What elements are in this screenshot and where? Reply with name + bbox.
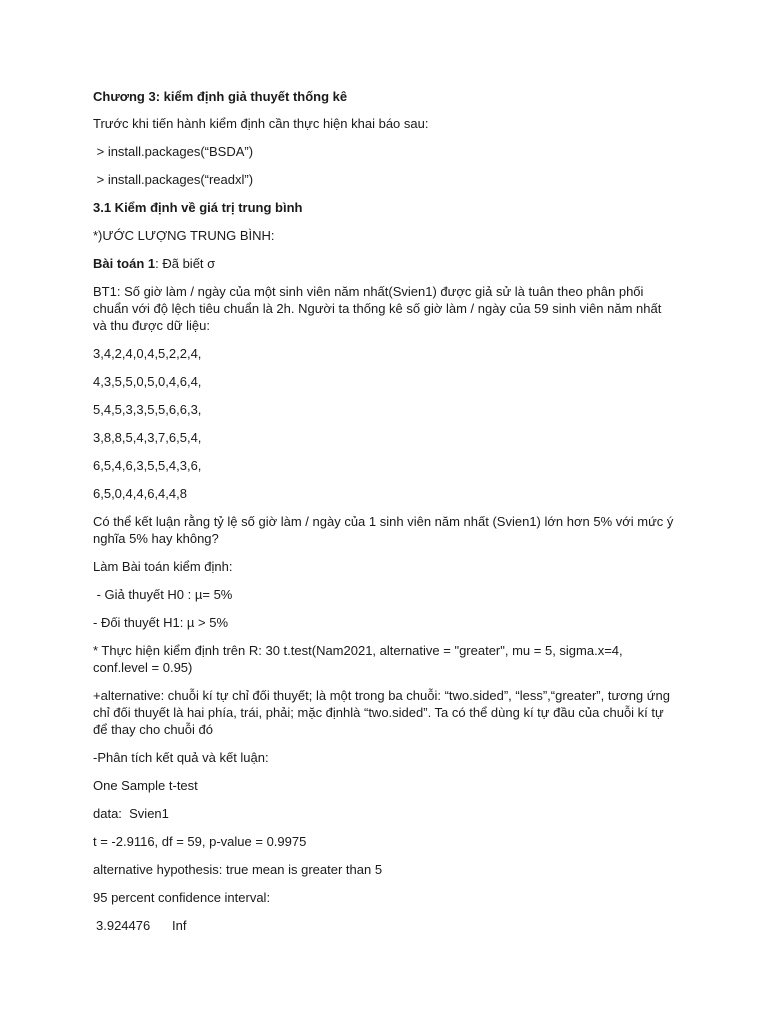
chapter-title: Chương 3: kiểm định giả thuyết thống kê <box>93 89 348 104</box>
procedure-text: Làm Bài toán kiểm định: <box>93 559 233 574</box>
data-line: 4,3,5,5,0,5,0,4,6,4, <box>93 374 202 389</box>
problem-heading <box>93 255 678 272</box>
ci-high: Inf <box>172 918 187 933</box>
problem-label: Bài toán 1 <box>93 256 156 271</box>
problem-statement: BT1: Số giờ làm / ngày của một sinh viên năm nhất(Svien1) được giả sử là tuân theo phân phối chuẩn với độ lệch tiêu chuẩn là 2h. Người ta thống kê số giờ làm / ngày của 59 sinh viên năm nhất và thu được dữ liệu: <box>93 284 662 333</box>
data-line: 6,5,4,6,3,5,5,4,3,6, <box>93 458 202 473</box>
alt-hypothesis: - Đối thuyết H1: µ > 5% <box>93 615 229 630</box>
ci-low: 3.924476 <box>96 918 151 933</box>
confidence-interval-label: 95 percent confidence interval: <box>93 890 271 905</box>
data-line: 3,4,2,4,0,4,5,2,2,4, <box>93 346 202 361</box>
document-body <box>93 88 678 945</box>
problem-given: : Đã biết σ <box>155 256 216 271</box>
result-alternative: alternative hypothesis: true mean is greater than 5 <box>93 862 383 877</box>
question-text: Có thể kết luận rằng tỷ lệ số giờ làm / ngày của 1 sinh viên năm nhất (Svien1) lớn hơn 5% với mức ý nghĩa 5% hay không? <box>93 514 674 546</box>
result-title: One Sample t-test <box>93 778 198 793</box>
null-hypothesis: - Giả thuyết H0 : µ= 5% <box>93 587 233 602</box>
data-line: 5,4,5,3,3,5,5,6,6,3, <box>93 402 202 417</box>
r-execution: * Thực hiện kiểm định trên R: 30 t.test(Nam2021, alternative = "greater", mu = 5, sigma.x=4, conf.level = 0.95) <box>93 643 623 675</box>
subheading: *)ƯỚC LƯỢNG TRUNG BÌNH: <box>93 228 275 243</box>
result-stats: t = -2.9116, df = 59, p-value = 0.9975 <box>93 834 307 849</box>
confidence-interval <box>93 917 678 934</box>
intro-text: Trước khi tiến hành kiểm định cần thực hiện khai báo sau: <box>93 116 429 131</box>
section-heading: 3.1 Kiểm định về giá trị trung bình <box>93 200 303 215</box>
data-line: 6,5,0,4,4,6,4,4,8 <box>93 486 187 501</box>
alternative-note: +alternative: chuỗi kí tự chỉ đối thuyết; là một trong ba chuỗi: “two.sided”, “less”,“greater”, tương ứng chỉ đối thuyết là hai phía, trái, phải; mặc địnhlà “two.sided”. Ta có thể dùng kí tự đầu của chuỗi kí tự để thay cho chuỗi đó <box>93 688 670 737</box>
data-line: 3,8,8,5,4,3,7,6,5,4, <box>93 430 202 445</box>
code-line-readxl: > install.packages(“readxl”) <box>93 172 254 187</box>
code-line-bsda: > install.packages(“BSDA”) <box>93 144 254 159</box>
result-data: data: Svien1 <box>93 806 169 821</box>
analysis-heading: -Phân tích kết quả và kết luận: <box>93 750 269 765</box>
